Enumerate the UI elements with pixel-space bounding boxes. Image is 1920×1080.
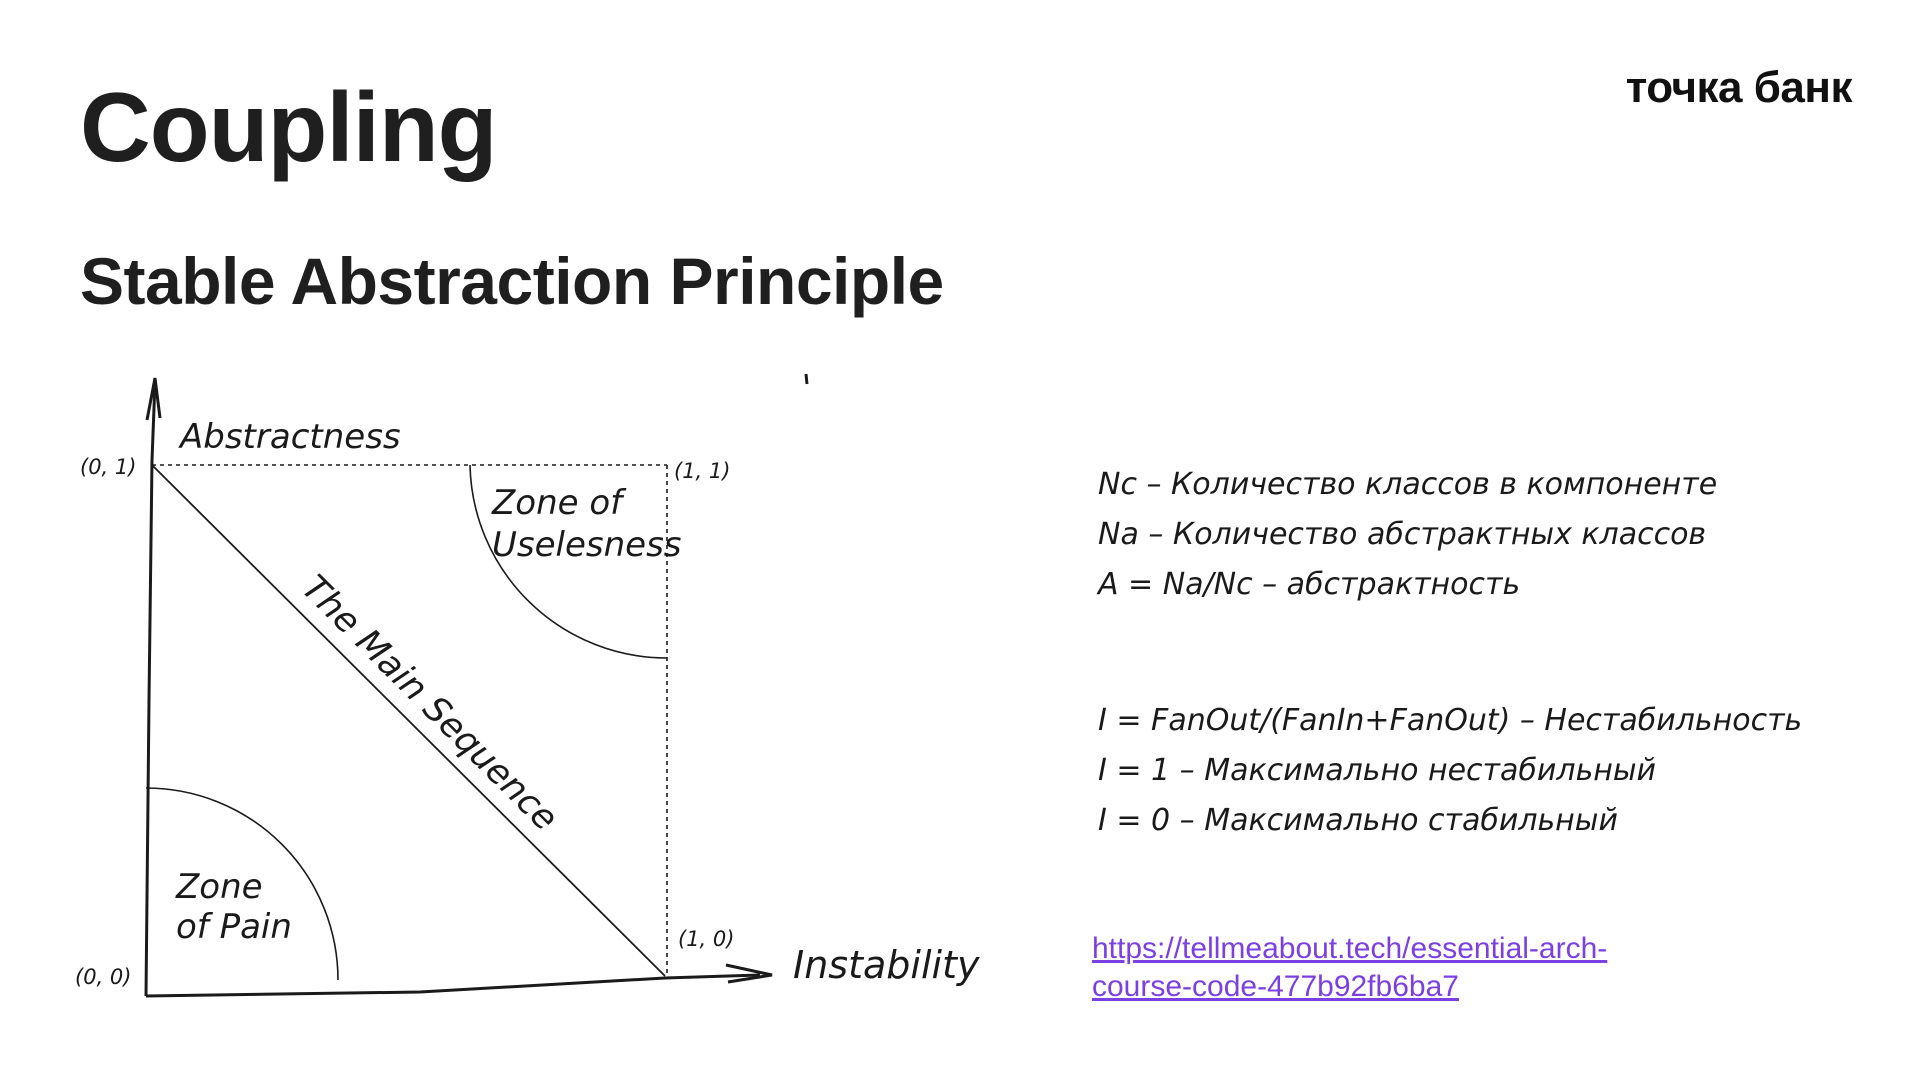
corner-label-0-1: (0, 1) — [80, 455, 137, 479]
slide-subtitle: Stable Abstraction Principle — [80, 244, 944, 318]
x-axis-arrowhead — [726, 965, 772, 982]
course-code-link-line-1[interactable]: https://tellmeabout.tech/essential-arch- — [1092, 932, 1608, 965]
main-sequence-label: The Main Sequence — [293, 568, 566, 839]
course-code-link[interactable] — [1092, 930, 1692, 1006]
x-axis-label: Instability — [793, 943, 980, 987]
formula-nc: Nc – Количество классов в компоненте — [1098, 467, 1718, 502]
corner-label-1-0: (1, 0) — [678, 927, 735, 951]
formula-i-max-stable: I = 0 – Максимально стабильный — [1098, 803, 1618, 838]
brand-logo: точка банк — [1625, 63, 1852, 112]
zone-uselessness-line-2: Uselesness — [492, 525, 682, 565]
y-axis-label: Abstractness — [180, 417, 401, 457]
formula-i-max-unstable: I = 1 – Максимально нестабильный — [1098, 753, 1657, 788]
zone-uselessness-line-1: Zone of — [492, 483, 623, 523]
slide-title: Coupling — [80, 72, 497, 182]
formula-na: Na – Количество абстрактных классов — [1098, 517, 1707, 552]
zone-pain-line-2: of Pain — [176, 907, 292, 947]
stray-mark — [806, 374, 807, 384]
corner-label-0-0: (0, 0) — [75, 965, 132, 989]
formulas-panel — [1098, 460, 1878, 846]
corner-label-1-1: (1, 1) — [674, 459, 731, 483]
formula-abstractness: A = Na/Nc – абстрактность — [1098, 567, 1521, 602]
y-axis-line — [146, 382, 155, 996]
x-axis-line — [146, 975, 760, 996]
course-code-link-line-2[interactable]: course-code-477b92fb6ba7 — [1092, 970, 1459, 1003]
zone-pain-line-1: Zone — [176, 867, 263, 907]
formula-instability: I = FanOut/(FanIn+FanOut) – Нестабильность — [1098, 703, 1803, 738]
